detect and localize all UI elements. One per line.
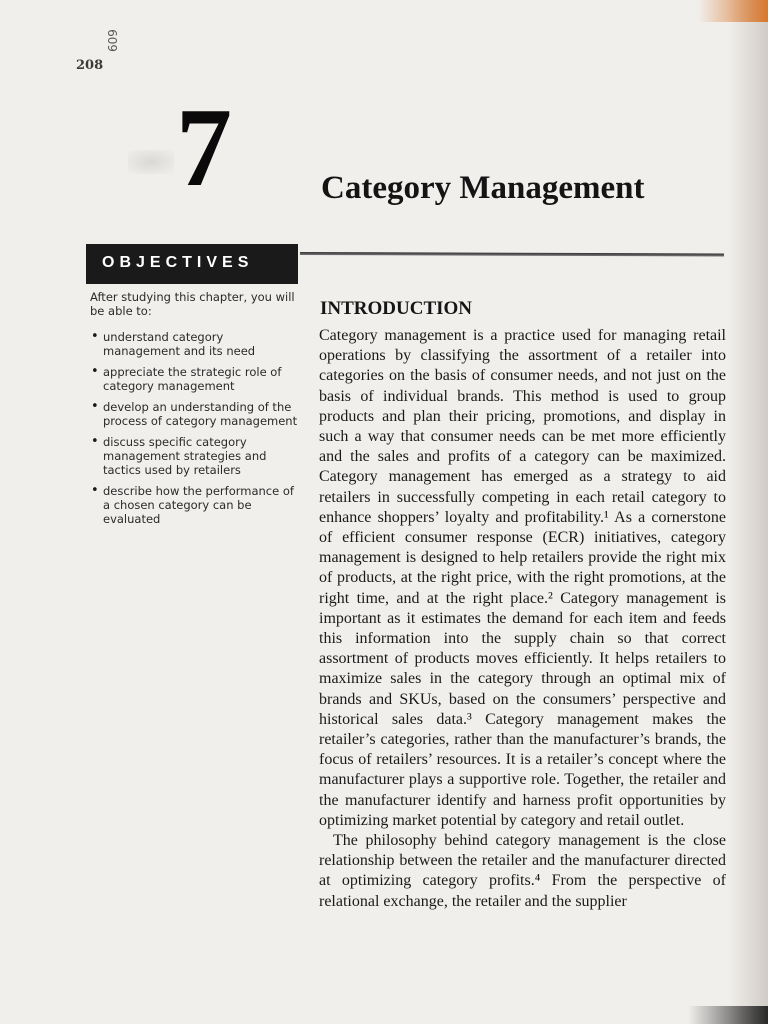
background-corner-bottom	[688, 1006, 768, 1024]
objective-item: • develop an understanding of the process of category management	[90, 400, 302, 428]
objective-item: • appreciate the strategic role of category management	[90, 365, 302, 393]
objectives-list	[90, 330, 302, 533]
chapter-number: 7	[176, 86, 232, 210]
section-heading: INTRODUCTION	[320, 298, 473, 319]
background-corner	[698, 0, 768, 22]
objective-item: • understand category management and its need	[90, 330, 302, 358]
page-edge-shadow	[728, 0, 768, 1024]
objectives-intro: After studying this chapter, you will be able to:	[90, 290, 295, 318]
page-number: 208	[76, 58, 104, 73]
objective-item: • discuss specific category management strategies and tactics used by retailers	[90, 435, 302, 477]
chapter-title: Category Management	[321, 170, 645, 206]
introduction-body	[319, 326, 726, 912]
objective-item: • describe how the performance of a chosen category can be evaluated	[90, 484, 302, 526]
body-paragraph: The philosophy behind category management is the close relationship between the retailer and the manufacturer directed at optimizing category profits.⁴ From the perspective of relational exchange, the retailer and the supplier	[319, 832, 726, 910]
page-number-stamp: 609	[106, 29, 120, 52]
print-smudge	[128, 150, 174, 174]
title-rule	[300, 252, 724, 256]
objectives-heading: OBJECTIVES	[102, 254, 254, 271]
body-paragraph: Category management is a practice used for managing retail operations by classifying the assortment of a retailer into categories on the basis of consumer needs, and not just on the basis of individual brands. This method is used to group products and plan their pricing, promotions, and display in such a way that consumer needs can be met more efficiently and the sales and profits of a category can be maximized. Category management has emerged as a strategy to aid retailers in successfully competing in each retail category to enhance shoppers’ loyalty and profitability.¹ As a cornerstone of efficient consumer response (ECR) initiatives, category management is designed to help retailers provide the right mix of products, at the right price, with the right promotions, at the right time, and at the right place.² Category management is important as it estimates the demand for each item and feeds this information into the supply chain so that correct assortment of products moves efficiently. It helps retailers to maximize sales in the category through an optimal mix of brands and SKUs, based on the consumers’ perspective and historical sales data.³ Category management makes the retailer’s categories, rather than the manufacturer’s brands, the focus of retailers’ resources. It is a retailer’s concept where the manufacturer plays a supportive role. Together, the retailer and the manufacturer identify and harness profit opportunities by optimizing market potential by category and retail outlet.	[319, 327, 726, 829]
